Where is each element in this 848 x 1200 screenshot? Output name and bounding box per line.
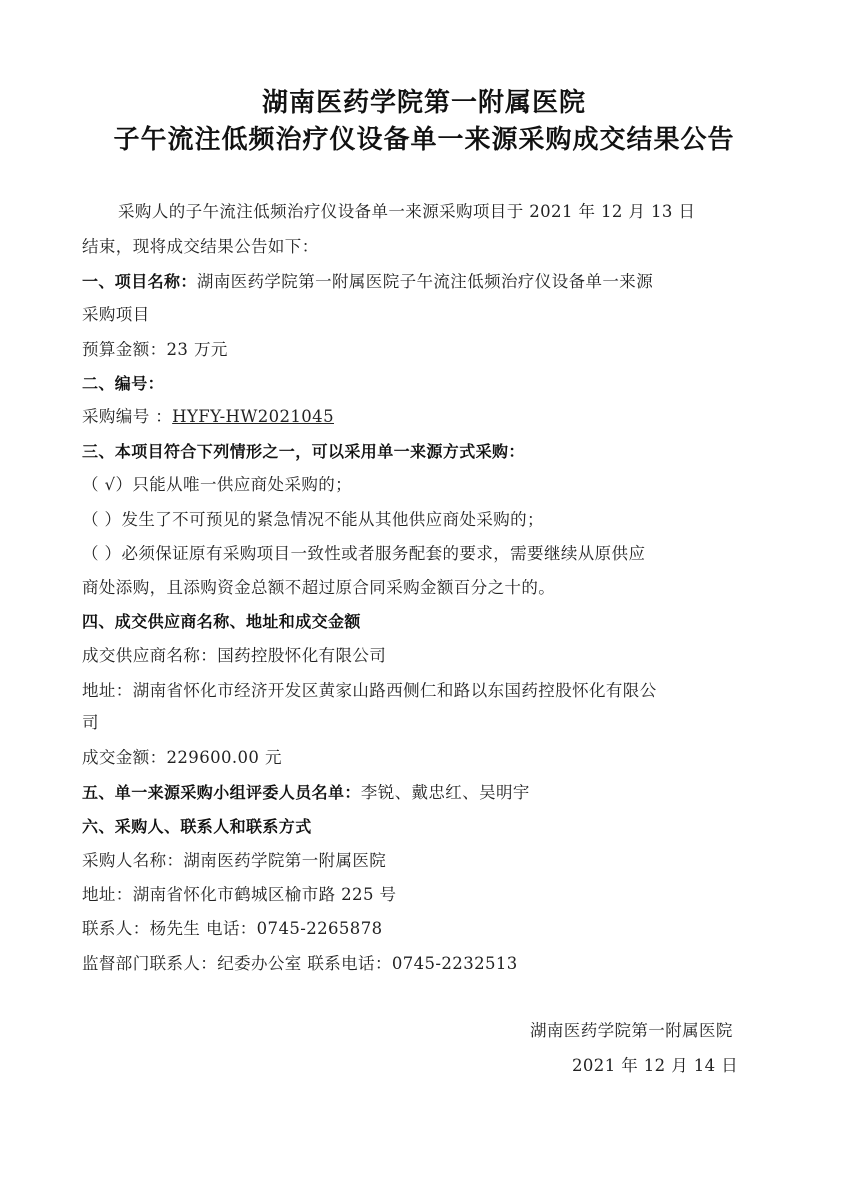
option-2: （ ）发生了不可预见的紧急情况不能从其他供应商处采购的； — [82, 510, 544, 529]
budget-amount: 预算金额：23 万元 — [82, 340, 228, 359]
supervisor-contact: 监督部门联系人：纪委办公室 联系电话：0745-2232513 — [82, 954, 518, 973]
section-1-line — [82, 271, 653, 293]
section-6-heading: 六、采购人、联系人和联系方式 — [82, 817, 312, 836]
project-name-continued: 采购项目 — [82, 305, 150, 324]
intro-line-1: 采购人的子午流注低频治疗仪设备单一来源采购项目于 2021 年 12 月 13 日 — [118, 202, 696, 221]
section-4-heading: 四、成交供应商名称、地址和成交金额 — [82, 612, 361, 631]
procurement-code — [82, 406, 334, 428]
signature-date: 2021 年 12 月 14 日 — [572, 1056, 739, 1075]
option-3-line-1: （ ）必须保证原有采购项目一致性或者服务配套的要求，需要继续从原供应 — [82, 544, 646, 563]
section-2-heading: 二、编号： — [82, 374, 165, 393]
section-3-heading: 三、本项目符合下列情形之一，可以采用单一来源方式采购： — [82, 442, 525, 461]
section-5-heading: 五、单一来源采购小组评委人员名单： — [82, 783, 361, 802]
deal-amount: 成交金额：229600.00 元 — [82, 748, 282, 767]
contact-info: 联系人：杨先生 电话：0745-2265878 — [82, 919, 383, 938]
option-1: （ √）只能从唯一供应商处采购的； — [82, 475, 353, 494]
supplier-address-line-1: 地址：湖南省怀化市经济开发区黄家山路西侧仁和路以东国药控股怀化有限公 — [82, 681, 657, 700]
supplier-name: 成交供应商名称：国药控股怀化有限公司 — [82, 646, 387, 665]
page-title-line-1: 湖南医药学院第一附属医院 — [261, 88, 586, 118]
page-title-line-2: 子午流注低频治疗仪设备单一来源采购成交结果公告 — [113, 125, 735, 155]
procurement-code-value: HYFY-HW2021045 — [172, 407, 334, 426]
intro-line-2: 结束，现将成交结果公告如下： — [82, 237, 319, 256]
purchaser-name: 采购人名称：湖南医药学院第一附属医院 — [82, 851, 387, 870]
option-3-line-2: 商处添购，且添购资金总额不超过原合同采购金额百分之十的。 — [82, 578, 556, 597]
committee-members: 李锐、戴忠红、吴明宇 — [360, 783, 530, 802]
section-1-heading: 一、项目名称： — [82, 272, 197, 291]
section-5-line — [82, 782, 530, 804]
purchaser-address: 地址：湖南省怀化市鹤城区榆市路 225 号 — [82, 885, 397, 904]
supplier-address-line-2: 司 — [82, 713, 99, 732]
signature-org: 湖南医药学院第一附属医院 — [530, 1021, 733, 1040]
project-name: 湖南医药学院第一附属医院子午流注低频治疗仪设备单一来源 — [196, 272, 654, 291]
procurement-code-label: 采购编号 ： — [82, 407, 173, 426]
